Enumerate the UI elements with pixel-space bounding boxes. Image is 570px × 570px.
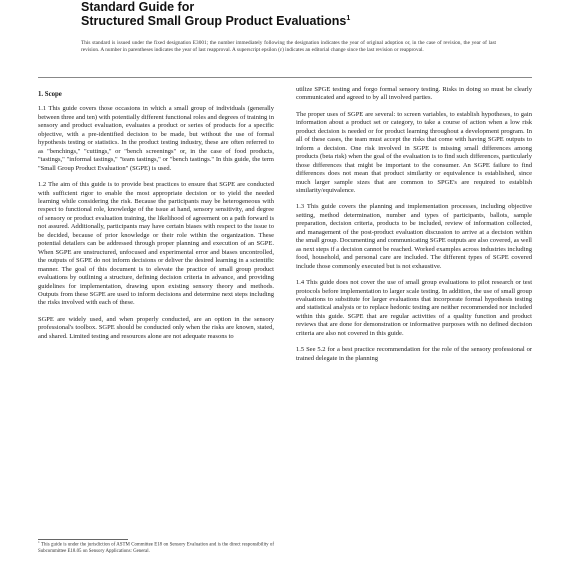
issue-note: This standard is issued under the fixed designation E3001; the number immediately following the designation indicates the year of original adoption or, in the case of revision, the year of last revision. A number in parentheses indicates the year of last reapproval. A superscript epsilon (ε) indicates an editorial change since the last revision or reapproval. xyxy=(81,40,496,53)
section-heading-scope: 1. Scope xyxy=(38,91,62,98)
footnote xyxy=(38,542,274,555)
footnote-text: This guide is under the jurisdiction of ASTM Committee E18 on Sensory Evaluation and is the direct responsibility of Subcommittee E18.05 on Sensory Applications: General. xyxy=(38,542,275,554)
paragraph-1-2: 1.2 The aim of this guide is to provide best practices to ensure that SGPE are conducted with sufficient rigor to enable the most appropriate decision or to yield the needed learning while considering the risk. Because the participants may be heterogeneous with respect to functional role, knowledge of the issue at hand, sensory sensitivity, and degree of sensory or product evaluation training, the likelihood of agreement on a path forward is not assured. Additionally, participants may have certain biases with respect to the issue to be decided, because of prior knowledge or their role within the organization. These potential detailers can be addressed through proper planning and execution of an SGPE. When SGPE are unstructured, unfocused and experimental error and biases uncontrolled, the outputs of SGPE do not inform decisions or deliver the desired learning in a scientific manner. The goal of this document is to elevate the practice of small group product evaluations by outlining a structure, defining decision criteria in advance, and providing guidelines for implementation, drawing upon existing sensory theory and methods. Outputs from these SGPE are used to inform decisions and determine next steps including the risks involved with each of these. xyxy=(38,181,274,307)
title-line-1: Standard Guide for xyxy=(81,0,195,14)
document-title xyxy=(81,0,501,28)
title-line-2: Structured Small Group Product Evaluations xyxy=(81,14,347,28)
paragraph-1-2-continued: SGPE are widely used, and when properly conducted, are an option in the sensory professional's toolbox. SGPE should be conducted only when the risks are known, stated, and shared. Limited testing and resources alone are not adequate reasons to xyxy=(38,315,274,340)
footnote-divider xyxy=(38,539,128,540)
title-footnote-mark: 1 xyxy=(346,14,351,22)
right-column xyxy=(296,86,532,371)
paragraph-1-3: 1.3 This guide covers the planning and implementation processes, including objective setting, method determination, number and types of participants, ballots, sample preparation, decision criteria, products to be included, review of information collected, and management of the post-product evaluation discussion to arrive at a decision within the small group. Documenting and communicating SGPE outputs are also covered, as well as next steps if a decision cannot be reached. Worked examples across industries including food, household, and personal care are included. The different types of SGPE covered include those commonly executed but is not exhaustive. xyxy=(296,203,532,270)
header-divider xyxy=(38,77,532,78)
paragraph-1-4: 1.4 This guide does not cover the use of small group evaluations to pilot research or test protocols before implementation to larger scale testing. In addition, the use of small group evaluations to substitute for larger evaluations that incorporate formal hypothesis testing and statistical analysis or to replace hedonic testing are neither recommended nor included within this guide. SGPE that are regular activities of a quality function and product reviews that are done for demonstration or informative purposes with no defined decision criteria are also not covered in this guide. xyxy=(296,279,532,337)
footnote-mark: 1 xyxy=(38,540,40,544)
left-column xyxy=(38,86,274,349)
paragraph-1-1: 1.1 This guide covers those occasions in which a small group of individuals (generally between three and ten) with potentially different functional roles and degrees of training in sensory and product evaluation, evaluates a product or series of products for a specific objective, with a pre-identified decision to be made, but without the use of formal hypothesis testing or statistics. In the product testing industry, these are often referred to as "benchings," "cuttings," or "bench screenings" or, in the case of food products, "tastings," "informal tastings," "team tastings," or "bench tastings." In this guide, the term "Small Group Product Evaluation" (SGPE) is used. xyxy=(38,105,274,172)
paragraph-1-5: 1.5 See 5.2 for a best practice recommendation for the role of the sensory professional or trained delegate in the planning xyxy=(296,346,532,362)
title-block xyxy=(81,0,501,28)
paragraph-proper-uses: The proper uses of SGPE are several: to screen variables, to establish hypotheses, to gain information about a product set or category, to take a course of action when a low risk product decision is needed or for product learning throughout a development program. In all of these cases, the team must accept the risks that come with having SGPE outputs to inform a decision. One risk involved in SGPE is missing small differences among products (beta risk) when the goal of the evaluation is to find such differences, particularly those differences that might be important to the consumer. An SGPE failure to find differences does not mean that product similarity or equivalence is established, since much larger sample sizes that are common to SPGE's are required to establish similarity/equivalence. xyxy=(296,110,532,194)
paragraph-continued-top: utilize SPGE testing and forgo formal sensory testing. Risks in doing so must be clearly communicated and agreed to by all involved parties. xyxy=(296,86,532,102)
